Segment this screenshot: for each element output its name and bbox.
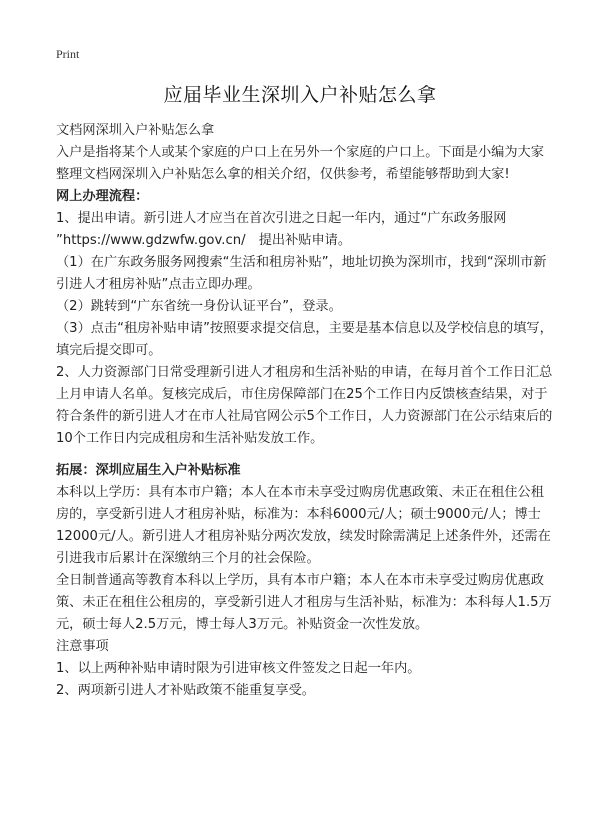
standard-paragraph-1: 本科以上学历：具有本市户籍；本人在本市未享受过购房优惠政策、未正在租住公租房的，享受新引进人才租房补贴，标准为：本科6000元/人；硕士9000元/人；博士12000元/人。新引进人才租房补贴分两次发放，续发时除需满足上述条件外，还需在引进我市后累计在深缴纳三个月的社会保险。	[56, 485, 551, 566]
document-body	[56, 120, 556, 702]
step-1-sub-2: （2）跳转到“广东省统一身份认证平台”，登录。	[56, 299, 342, 314]
step-1-sub-3: （3）点击“租房补贴申请”按照要求提交信息，主要是基本信息以及学校信息的填写，填完后提交即可。	[56, 321, 553, 358]
notice-heading: 注意事项	[56, 639, 109, 654]
page-title: 应届毕业生深圳入户补贴怎么拿	[163, 84, 437, 106]
standard-paragraph-2: 全日制普通高等教育本科以上学历，具有本市户籍；本人在本市未享受过购房优惠政策、未正在租住公租房的，享受新引进人才租房与生活补贴，标准为：本科每人1.5万元，硕士每人2.5万元，博士每人3万元。补贴资金一次性发放。	[56, 573, 552, 632]
doc-subtitle: 文档网深圳入户补贴怎么拿	[56, 123, 215, 138]
step-1-sub-1: （1）在广东政务服务网搜索“生活和租房补贴”，地址切换为深圳市，找到“深圳市新引进人才租房补贴”点击立即办理。	[56, 255, 547, 292]
print-label: Print	[56, 47, 80, 61]
step-2-paragraph: 2、人力资源部门日常受理新引进人才租房和生活补贴的申请，在每月首个工作日汇总上月申请人名单。复核完成后，市住房保障部门在25个工作日内反馈核查结果，对于符合条件的新引进人才在市人社局官网公示5个工作日，人力资源部门在公示结束后的10个工作日内完成租房和生活补贴发放工作。	[56, 365, 553, 446]
notice-item-1: 1、以上两种补贴申请时限为引进审核文件签发之日起一年内。	[56, 661, 421, 676]
online-process-heading: 网上办理流程：	[56, 189, 149, 204]
intro-paragraph: 入户是指将某个人或某个家庭的户口上在另外一个家庭的户口上。下面是小编为大家整理文档网深圳入户补贴怎么拿的相关介绍，仅供参考，希望能够帮助到大家!	[56, 145, 544, 182]
notice-item-2: 2、两项新引进人才补贴政策不能重复享受。	[56, 683, 315, 698]
step-1-paragraph: 1、提出申请。新引进人才应当在首次引进之日起一年内，通过“广东政务服网 ”https://www.gdzwfw.gov.cn/ 提出补贴申请。	[56, 211, 507, 248]
extension-heading: 拓展：深圳应届生入户补贴标准	[56, 463, 241, 478]
